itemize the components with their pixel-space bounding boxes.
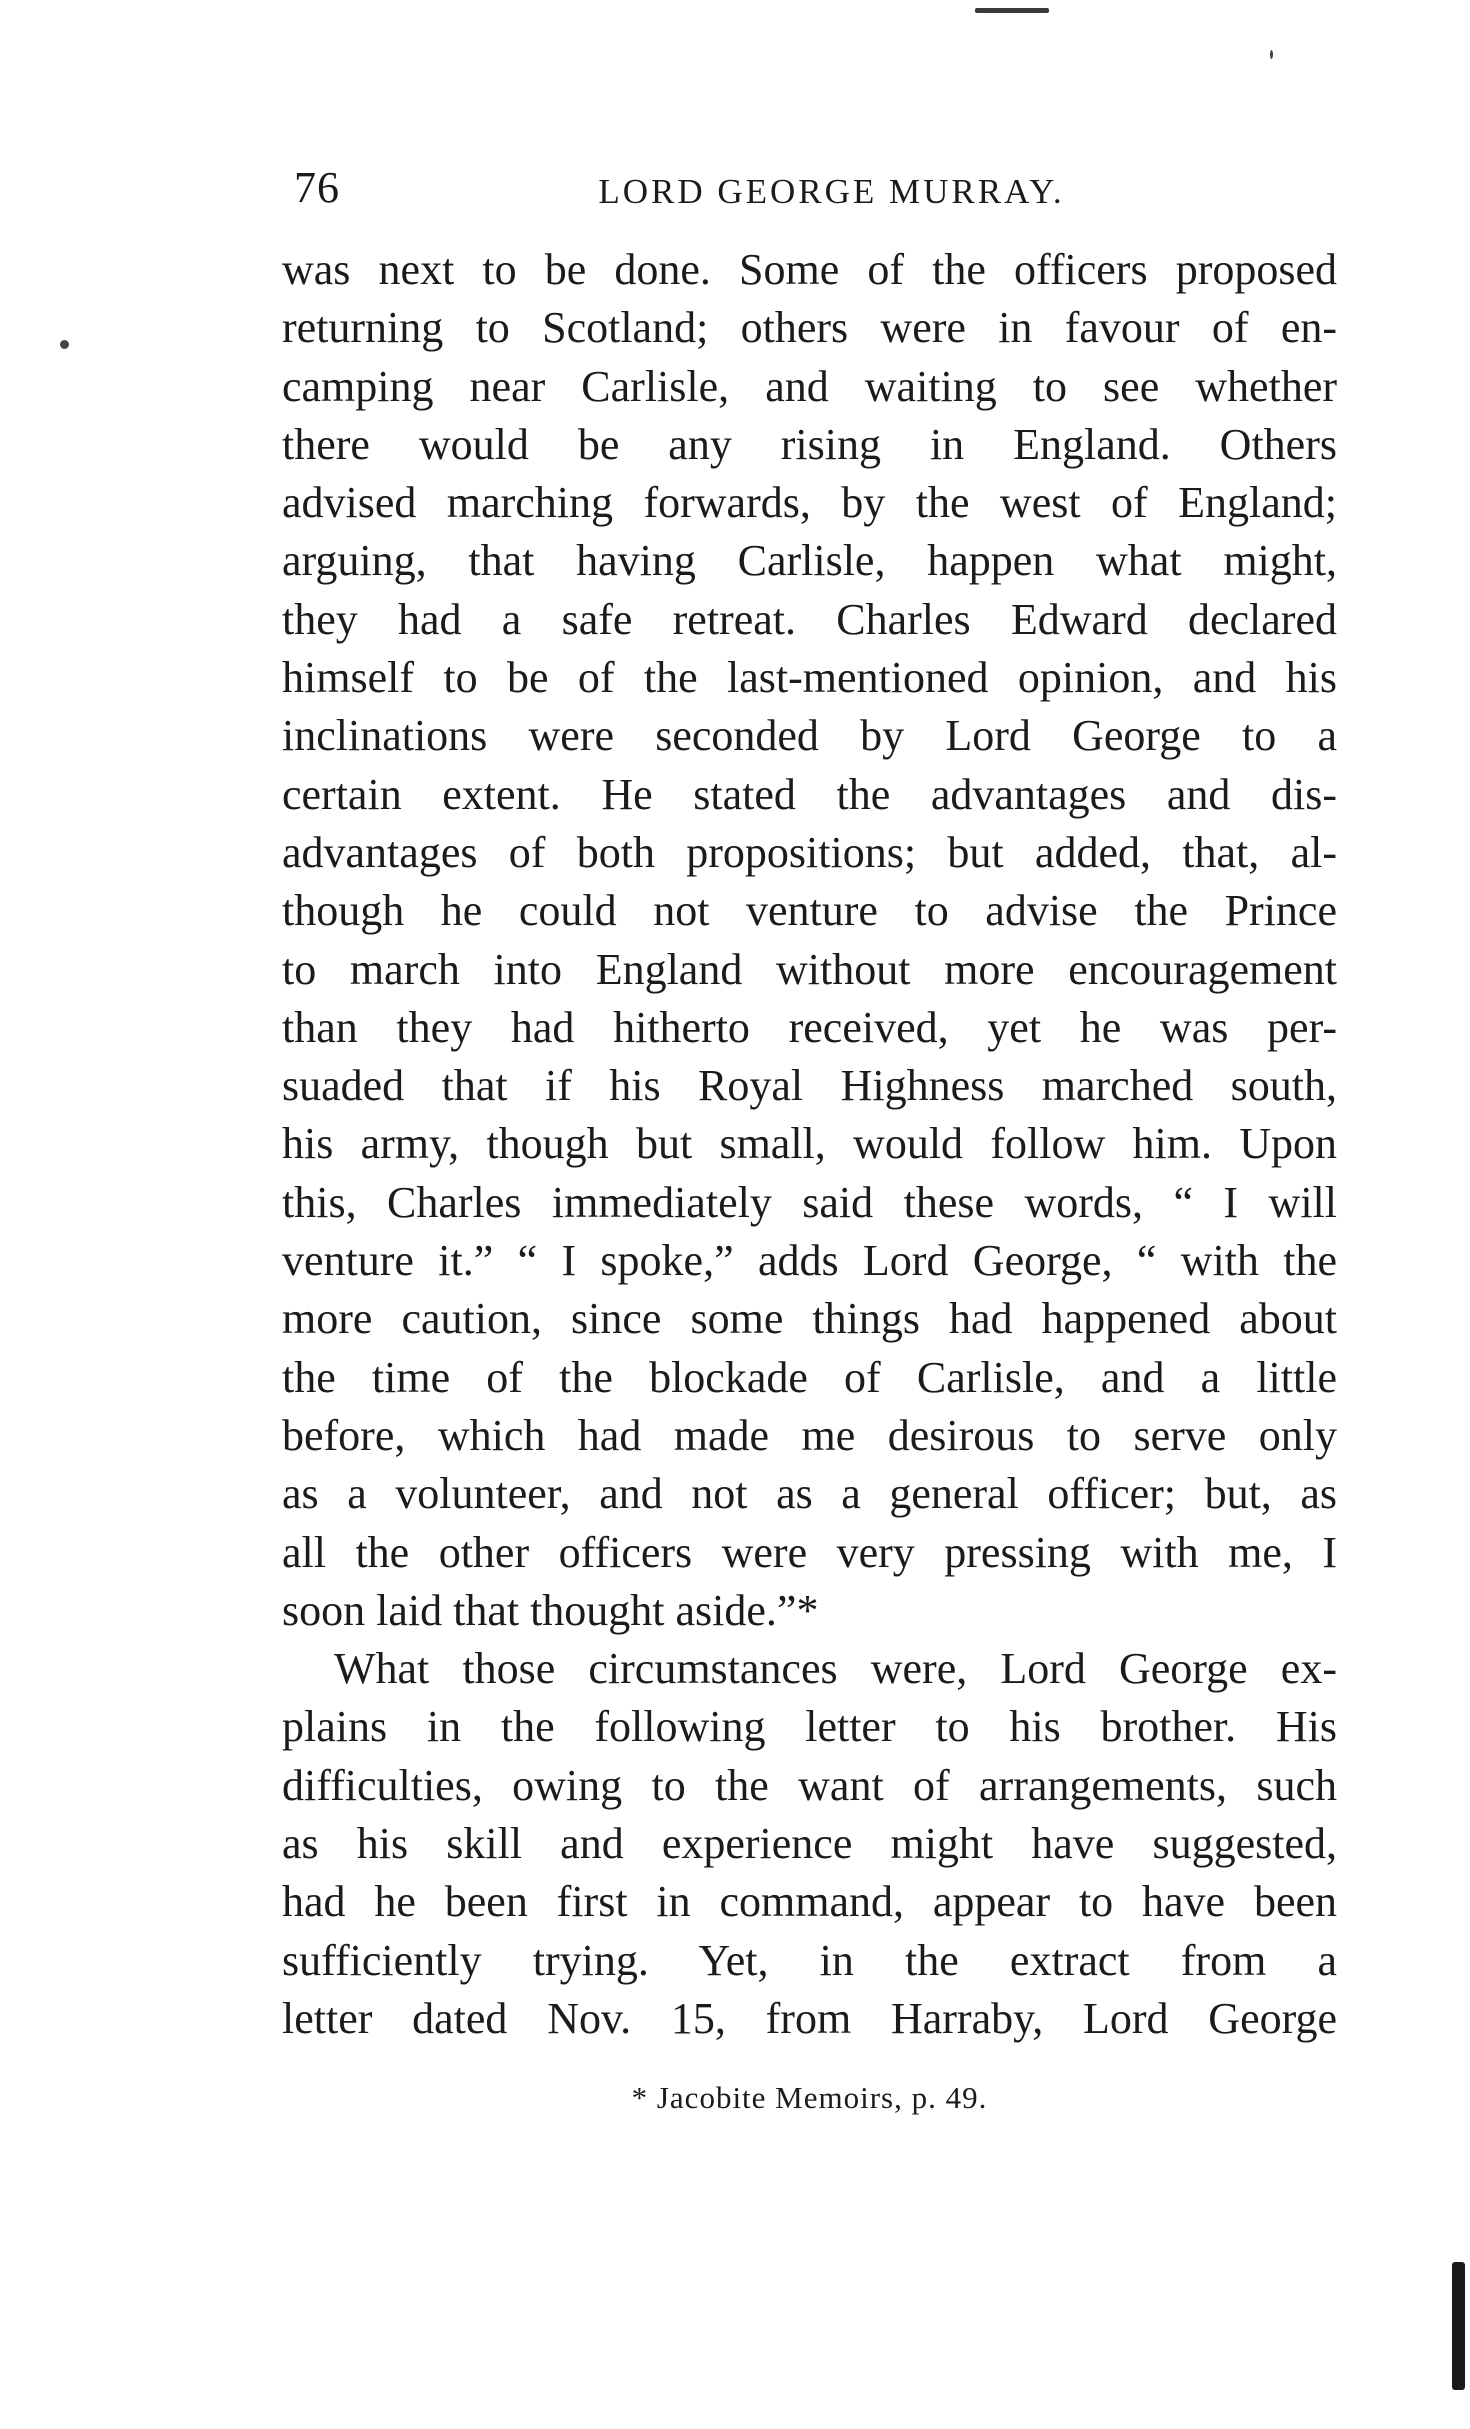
scan-mark-edge: [1452, 2262, 1465, 2390]
text-line: himself to be of the last-mentioned opinion, and his: [282, 653, 1337, 703]
text-line: more caution, since some things had happened about: [282, 1294, 1337, 1344]
text-line: as his skill and experience might have suggested,: [282, 1819, 1337, 1869]
text-line: before, which had made me desirous to serve only: [282, 1410, 1337, 1460]
text-line: venture it.” “ I spoke,” adds Lord George, “ with the: [282, 1236, 1337, 1286]
text-line: suaded that if his Royal Highness marched south,: [282, 1061, 1337, 1111]
text-line: advantages of both propositions; but added, that, al-: [282, 827, 1337, 877]
paragraph-2: [282, 1640, 1337, 2048]
text-line: difficulties, owing to the want of arrangements, such: [282, 1760, 1337, 1810]
body-text: [282, 241, 1337, 2048]
paragraph-1: [282, 241, 1337, 1640]
text-line: What those circumstances were, Lord George ex-: [334, 1644, 1337, 1694]
text-line: returning to Scotland; others were in favour of en-: [282, 303, 1337, 353]
text-line: they had a safe retreat. Charles Edward declared: [282, 594, 1337, 644]
text-line: certain extent. He stated the advantages and dis-: [282, 769, 1337, 819]
text-line: sufficiently trying. Yet, in the extract from a: [282, 1935, 1337, 1985]
text-line: to march into England without more encouragement: [282, 944, 1337, 994]
scan-speck: [1270, 50, 1273, 59]
text-line: his army, though but small, would follow him. Upon: [282, 1119, 1337, 1169]
text-line: plains in the following letter to his brother. His: [282, 1702, 1337, 1752]
text-line: was next to be done. Some of the officers proposed: [282, 245, 1337, 294]
page-header: [284, 160, 1339, 216]
text-line: letter dated Nov. 15, from Harraby, Lord George: [282, 1993, 1337, 2043]
text-line: had he been first in command, appear to have been: [282, 1877, 1337, 1927]
text-line: the time of the blockade of Carlisle, and a little: [282, 1352, 1337, 1402]
text-line: inclinations were seconded by Lord George to a: [282, 711, 1337, 761]
text-line: all the other officers were very pressing with me, I: [282, 1527, 1337, 1577]
text-line: this, Charles immediately said these words, “ I will: [282, 1177, 1337, 1227]
scan-speck: [60, 340, 69, 349]
footnote: * Jacobite Memoirs, p. 49.: [631, 2080, 988, 2115]
text-line: soon laid that thought aside.”*: [282, 1585, 819, 1635]
text-line: than they had hitherto received, yet he was per-: [282, 1002, 1337, 1052]
text-line: advised marching forwards, by the west of England;: [282, 478, 1337, 528]
running-head: LORD GEORGE MURRAY.: [598, 172, 1065, 211]
text-line: there would be any rising in England. Others: [282, 419, 1337, 469]
text-line: as a volunteer, and not as a general officer; but, as: [282, 1469, 1337, 1519]
text-line: camping near Carlisle, and waiting to see whether: [282, 361, 1337, 411]
scan-mark-top: [975, 8, 1049, 13]
page-number: 76: [294, 163, 340, 212]
text-line: though he could not venture to advise the Prince: [282, 886, 1337, 936]
text-line: arguing, that having Carlisle, happen what might,: [282, 536, 1337, 586]
